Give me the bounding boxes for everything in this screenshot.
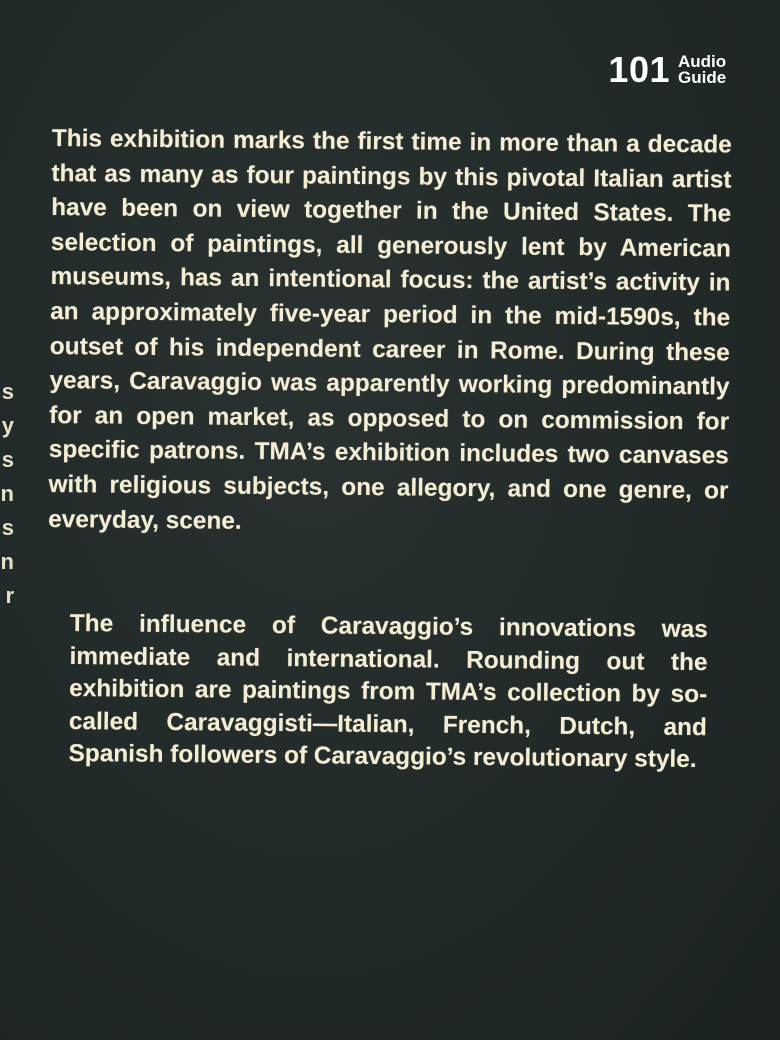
edge-fragment: r — [5, 583, 14, 608]
audio-guide-label: Audio Guide — [678, 51, 727, 87]
edge-fragment: n — [0, 481, 14, 506]
edge-fragment: s — [1, 447, 14, 472]
edge-fragment: s — [1, 379, 14, 404]
audio-guide-number: 101 — [608, 49, 670, 90]
wall-text-paragraph: This exhibition marks the first time in more than a decade that as many as four paintings by this pivotal Italian artist have been on view together in the United States. The selection of paintings, all generously lent by American museums, has an intentional focus: the artist’s activity in an approximately five-year period in the mid-1590s, the outset of his independent career in Rome. During these years, Caravaggio was apparently working predominantly for an open market, as opposed to on commission for specific patrons. TMA’s exhibition includes two canvases with religious subjects, one allegory, and one genre, or everyday, scene. — [48, 124, 732, 535]
wall-text-paragraph: The influence of Caravaggio’s innovations was immediate and international. Rounding out the exhibition are paintings from TMA’s collection by so-called Caravaggisti—Italian, French, Dutch, and Spanish followers of Caravaggio’s revolutionary style. — [68, 609, 708, 774]
edge-fragment: y — [1, 413, 14, 438]
audio-guide-marker — [608, 49, 738, 90]
adjacent-panel-text-fragments — [0, 375, 14, 613]
edge-fragment: n — [0, 549, 14, 574]
edge-fragment: s — [1, 515, 14, 540]
